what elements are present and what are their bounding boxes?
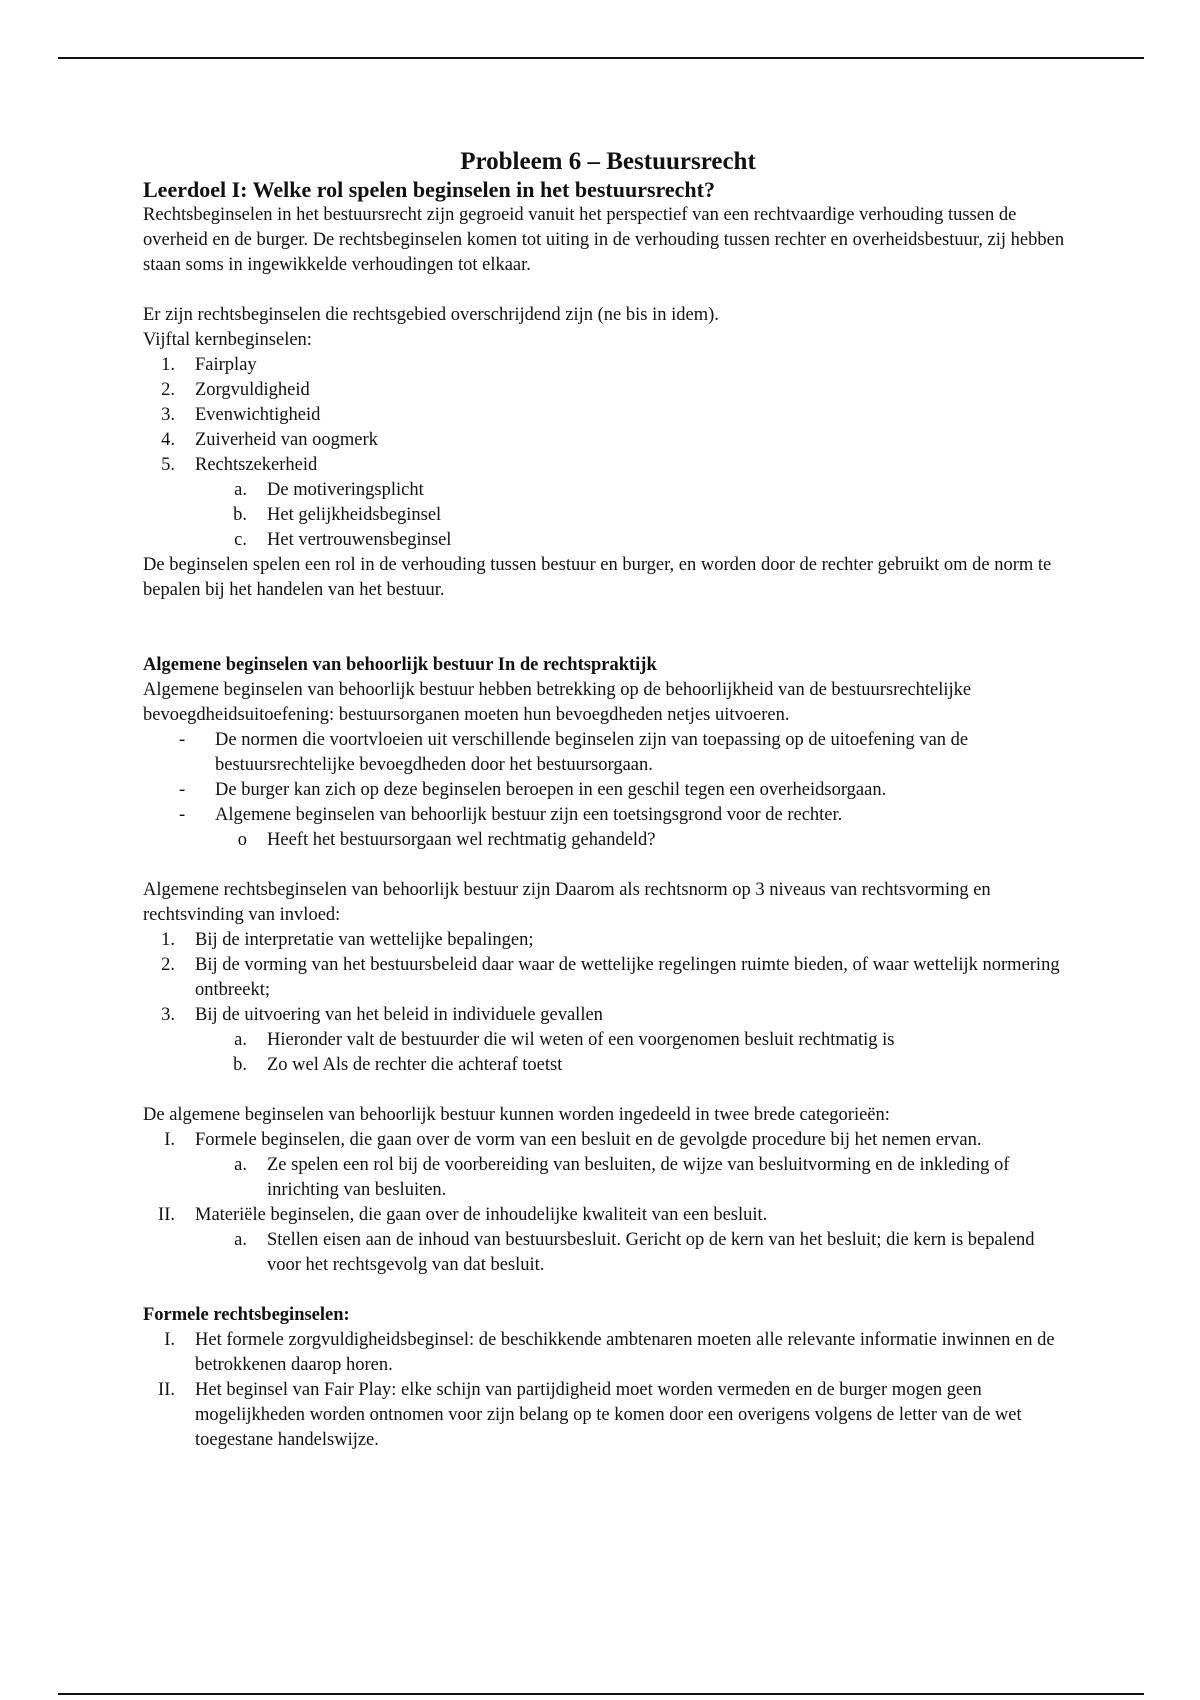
list-item: 1. Bij de interpretatie van wettelijke bepalingen;	[161, 930, 534, 950]
leerdoel-heading: Leerdoel I: Welke rol spelen beginselen in het bestuursrecht?	[143, 177, 715, 202]
list-item: o Heeft het bestuursorgaan wel rechtmatig gehandeld?	[237, 830, 656, 850]
list-item: - De burger kan zich op deze beginselen beroepen in een geschil tegen een overheidsorgaan.	[179, 780, 887, 800]
list-item: - Algemene beginselen van behoorlijk bestuur zijn een toetsingsgrond voor de rechter.	[179, 805, 843, 825]
list-item: 3. Evenwichtigheid	[161, 405, 321, 425]
list-item: 3. Bij de uitvoering van het beleid in individuele gevallen	[161, 1005, 603, 1025]
list-item: b. Zo wel Als de rechter die achteraf toetst	[233, 1055, 563, 1075]
bottom-rule	[58, 1693, 1144, 1695]
categorieen-paragraph: De algemene beginselen van behoorlijk bestuur kunnen worden ingedeeld in twee brede categorieën:	[143, 1105, 890, 1125]
abbb-heading: Algemene beginselen van behoorlijk bestuur In de rechtspraktijk	[143, 655, 657, 675]
list-item: 2. Zorgvuldigheid	[161, 380, 310, 400]
list-item: a. Hieronder valt de bestuurder die wil weten of een voorgenomen besluit rechtmatig is	[234, 1030, 895, 1050]
list-item: 1. Fairplay	[161, 355, 257, 375]
rol-paragraph: De beginselen spelen een rol in de verhouding tussen bestuur en burger, en worden door de rechter gebruikt om de norm te bepalen bij het handelen van het bestuur.	[143, 555, 1052, 600]
top-rule	[58, 57, 1144, 59]
intro-paragraph: Rechtsbeginselen in het bestuursrecht zijn gegroeid vanuit het perspectief van een rechtvaardige verhouding tussen de overheid en de burger. De rechtsbeginselen komen tot uiting in de verhouding tussen rechter en overheidsbestuur, zij hebben staan soms in ingewikkelde verhoudingen tot elkaar.	[143, 205, 1065, 275]
list-item: II. Materiële beginselen, die gaan over de inhoudelijke kwaliteit van een besluit.	[158, 1205, 768, 1225]
list-item: 4. Zuiverheid van oogmerk	[161, 430, 378, 450]
list-item: 5. Rechtszekerheid	[161, 455, 318, 475]
list-item: c. Het vertrouwensbeginsel	[234, 530, 452, 550]
niveaus-paragraph: Algemene rechtsbeginselen van behoorlijk bestuur zijn Daarom als rechtsnorm op 3 niveaus van rechtsvorming en rechtsvinding van invloed:	[143, 880, 991, 925]
document-body	[143, 147, 1073, 1453]
formele-heading: Formele rechtsbeginselen:	[143, 1305, 350, 1325]
list-item: - De normen die voortvloeien uit verschillende beginselen zijn van toepassing op de uitoefening van de bestuursrechtelijke bevoegdheden door het bestuursorgaan.	[179, 730, 969, 775]
list-item: a. Ze spelen een rol bij de voorbereiding van besluiten, de wijze van besluitvorming en de inkleding of inrichting van besluiten.	[234, 1155, 1010, 1200]
list-item: 2. Bij de vorming van het bestuursbeleid daar waar de wettelijke regelingen ruimte bieden, of waar wettelijk normering ontbreekt;	[161, 955, 1060, 1000]
list-item: b. Het gelijkheidsbeginsel	[233, 505, 442, 525]
abbb-paragraph: Algemene beginselen van behoorlijk bestuur hebben betrekking op de behoorlijkheid van de bestuursrechtelijke bevoegdheidsuitoefening: bestuursorganen moeten hun bevoegdheden netjes uitvoeren.	[143, 680, 972, 725]
list-item: I. Het formele zorgvuldigheidsbeginsel: de beschikkende ambtenaren moeten alle relevante informatie inwinnen en de betrokkenen daarop horen.	[164, 1330, 1055, 1375]
list-item: I. Formele beginselen, die gaan over de vorm van een besluit en de gevolgde procedure bij het nemen ervan.	[164, 1130, 982, 1150]
overschrijdend-paragraph: Er zijn rechtsbeginselen die rechtsgebied overschrijdend zijn (ne bis in idem).	[143, 305, 719, 325]
vijftal-label: Vijftal kernbeginselen:	[143, 330, 312, 350]
list-item: II. Het beginsel van Fair Play: elke schijn van partijdigheid moet worden vermeden en de burger mogen geen mogelijkheden worden ontnomen voor zijn belang op te komen door een overigens volgens de letter van de wet toegestane handelswijze.	[158, 1380, 1022, 1450]
page-title: Probleem 6 – Bestuursrecht	[460, 148, 756, 175]
list-item: a. De motiveringsplicht	[234, 480, 424, 500]
list-item: a. Stellen eisen aan de inhoud van bestuursbesluit. Gericht op de kern van het besluit; die kern is bepalend voor het rechtsgevolg van dat besluit.	[234, 1230, 1035, 1275]
